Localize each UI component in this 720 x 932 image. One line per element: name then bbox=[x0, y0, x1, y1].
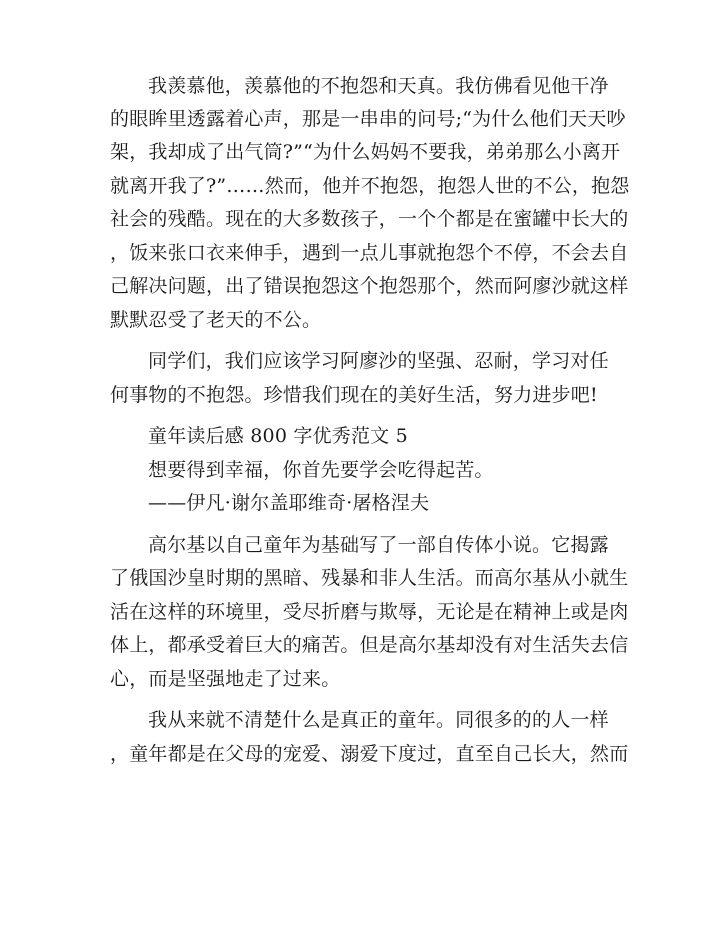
text-line: 同学们，我们应该学习阿廖沙的坚强、忍耐，学习对任 bbox=[148, 350, 609, 372]
text-line: 心，而是坚强地走了过来。 bbox=[110, 668, 341, 690]
text-line: 体上，都承受着巨大的痛苦。但是高尔基却没有对生活失去信 bbox=[110, 634, 629, 656]
text-line: ，童年都是在父母的宠爱、溺爱下度过，直至自己长大，然而 bbox=[110, 743, 629, 765]
text-line: 想要得到幸福，你首先要学会吃得起苦。 bbox=[148, 459, 494, 481]
text-line: 我羡慕他，羡慕他的不抱怨和天真。我仿佛看见他干净 bbox=[148, 75, 609, 97]
text-line: 的眼眸里透露着心声，那是一串串的问号;“为什么他们天天吵 bbox=[110, 108, 626, 130]
text-line: 架，我却成了出气筒?”“为什么妈妈不要我，弟弟那么小离开 bbox=[110, 141, 621, 163]
text-line: 社会的残酷。现在的大多数孩子，一个个都是在蜜罐中长大的 bbox=[110, 208, 629, 230]
text-line: ——伊凡·谢尔盖耶维奇·屠格涅夫 bbox=[148, 492, 430, 514]
text-line: 我从来就不清楚什么是真正的童年。同很多的的人一样 bbox=[148, 709, 609, 731]
text-line: 就离开我了?”……然而，他并不抱怨，抱怨人世的不公，抱怨 bbox=[110, 175, 630, 197]
text-line: 默默忍受了老天的不公。 bbox=[110, 309, 322, 331]
text-line: 何事物的不抱怨。珍惜我们现在的美好生活，努力进步吧! bbox=[110, 384, 598, 406]
text-line: 童年读后感 800 字优秀范文 5 bbox=[148, 425, 408, 447]
text-line: 高尔基以自己童年为基础写了一部自传体小说。它揭露 bbox=[148, 534, 609, 556]
text-line: 活在这样的环境里，受尽折磨与欺辱，无论是在精神上或是肉 bbox=[110, 601, 629, 623]
text-line: 了俄国沙皇时期的黑暗、残暴和非人生活。而高尔基从小就生 bbox=[110, 567, 629, 589]
text-line: 己解决问题，出了错误抱怨这个抱怨那个，然而阿廖沙就这样 bbox=[110, 275, 629, 297]
text-line: ，饭来张口衣来伸手，遇到一点儿事就抱怨个不停，不会去自 bbox=[110, 242, 629, 264]
